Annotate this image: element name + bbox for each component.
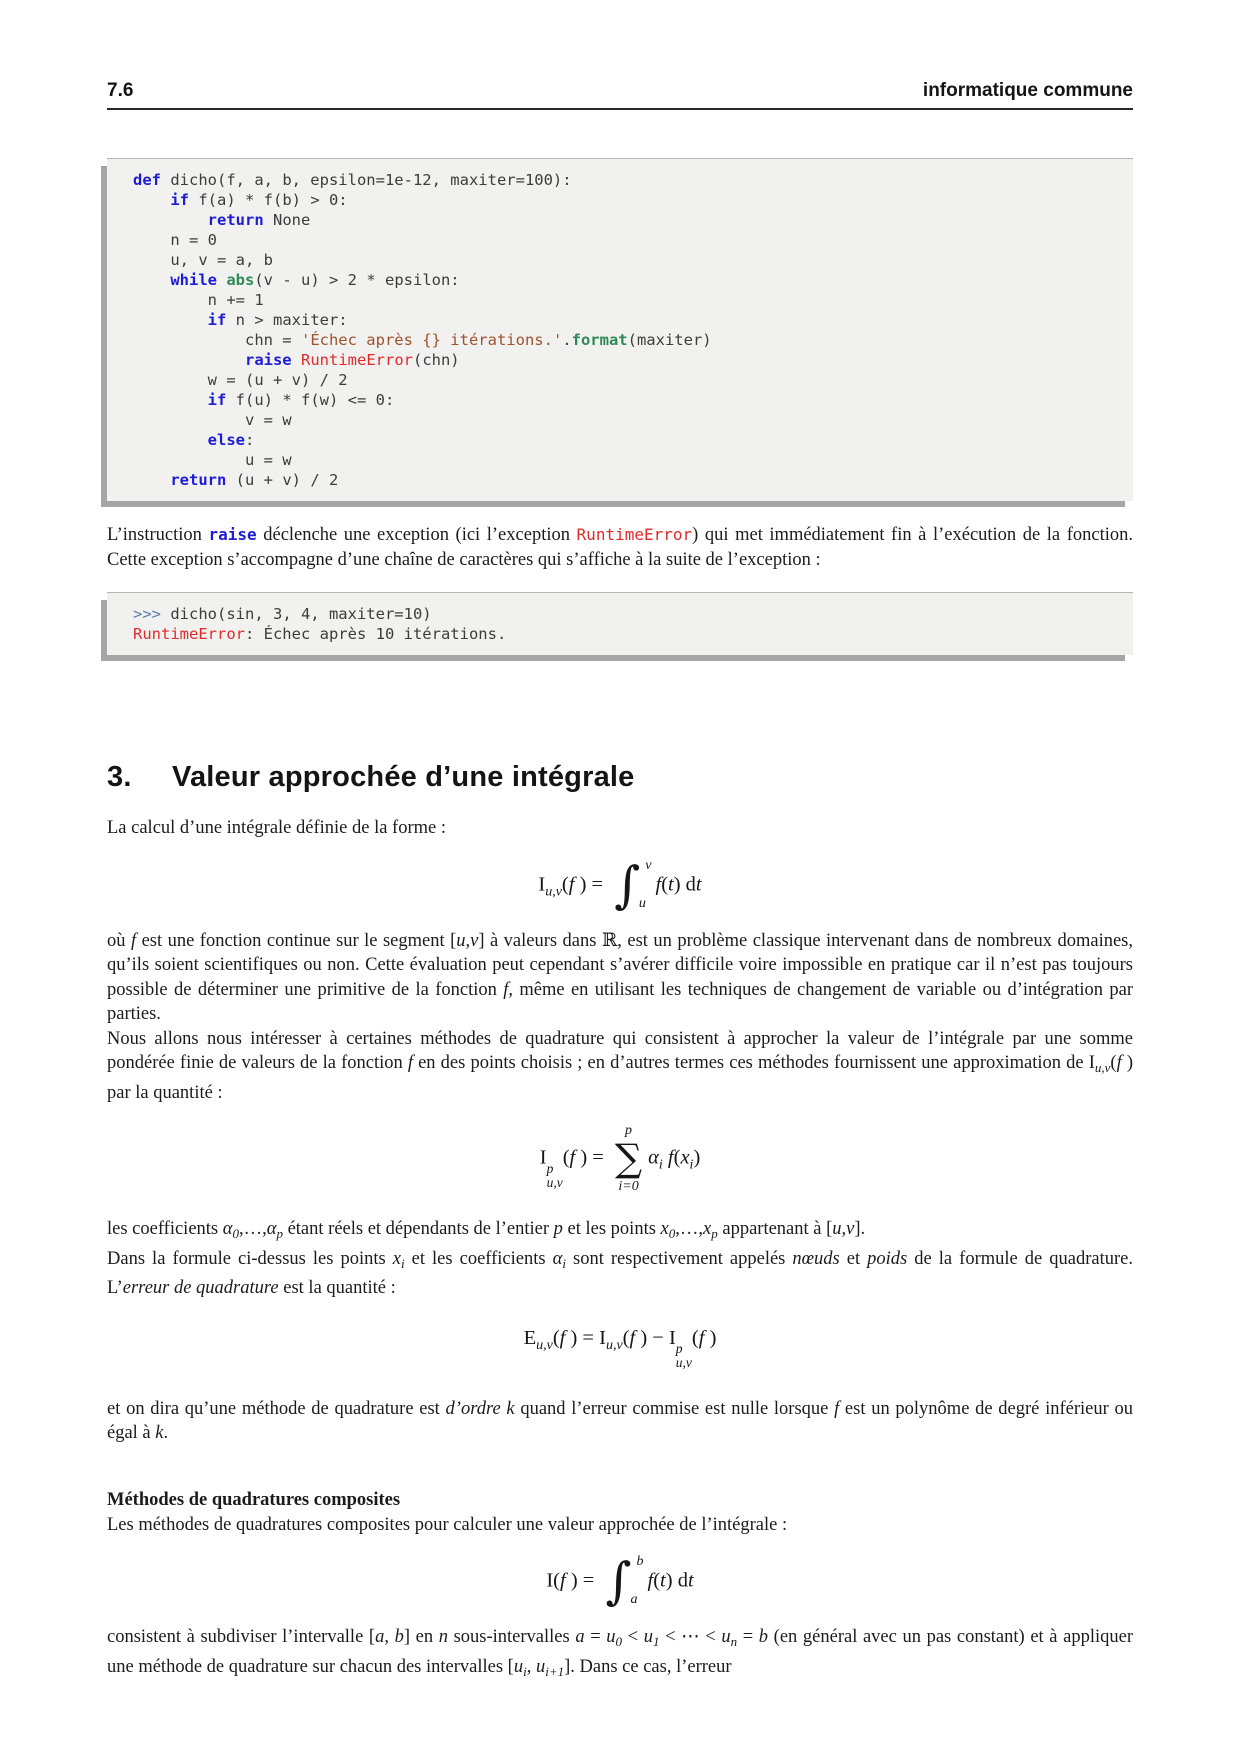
math-token: f xyxy=(655,873,662,896)
math-token: f xyxy=(559,1569,566,1592)
math-token: t xyxy=(687,1569,694,1592)
paragraph-coefficients: les coefficients $\alpha_0,\dots,\alpha_p$ étant réels et dépendants de l’entier p et les points $x_0,\dots,x_p$ appartenant à [u,v]. xyxy=(107,1219,866,1242)
math-token: i xyxy=(689,1157,694,1173)
math-token: ( xyxy=(653,1569,661,1592)
math-token: ) = xyxy=(574,873,609,896)
math-token: i xyxy=(658,1157,663,1173)
math-token: ) = xyxy=(575,1146,609,1169)
code-line: return (u + v) / 2 xyxy=(170,471,339,489)
math-token: ( xyxy=(622,1326,630,1349)
code-line: while abs(v - u) > 2 * epsilon: xyxy=(170,271,460,289)
code-line: if f(u) * f(w) <= 0: xyxy=(207,391,395,409)
math-token: I xyxy=(539,1146,547,1169)
document-page xyxy=(107,0,1133,1684)
math-token: t xyxy=(660,1569,666,1592)
math-token: I xyxy=(538,873,546,896)
math-token: f xyxy=(569,1146,576,1169)
formula-composite-integral xyxy=(107,1553,1133,1611)
python-code-block xyxy=(107,158,1133,501)
code-line: else: xyxy=(207,431,255,449)
math-token: u,v xyxy=(536,1337,553,1353)
math-token: f xyxy=(662,1146,674,1169)
math-token: ( xyxy=(562,1146,570,1169)
paragraph-ordre: et on dira qu’une méthode de quadrature est d’ordre k quand l’erreur commise est nulle lorsque f est un polynôme de degré inférieur ou égal à k. xyxy=(107,1398,1133,1444)
code-line: def dicho(f, a, b, epsilon=1e-12, maxiter=100): xyxy=(133,171,572,189)
subsection-heading: Méthodes de quadratures composites xyxy=(107,1489,401,1510)
math-token: ) xyxy=(704,1326,717,1349)
section-title: Valeur approchée d’une intégrale xyxy=(172,761,635,793)
integral-sign: ∫ v u xyxy=(614,855,652,914)
math-token: I( xyxy=(546,1569,560,1592)
page-header xyxy=(107,80,1133,110)
math-token: ) − I xyxy=(635,1326,676,1349)
math-token: ) = xyxy=(565,1569,600,1592)
code-line: RuntimeError: Échec après 10 itérations. xyxy=(133,625,507,643)
code-line: v = w xyxy=(133,411,292,429)
paragraph-raise-explanation: L’instruction raise déclenche une exception (ici l’exception RuntimeError) qui met immédiatement fin à l’exécution de la fonction. Cette exception s’accompagne d’une chaîne de caractères qui s’affiche à la suite de l’exception : xyxy=(107,525,1133,570)
math-token: t xyxy=(668,873,674,896)
formula-quadrature-sum xyxy=(107,1123,1133,1195)
math-token: f xyxy=(629,1326,636,1349)
paragraph-ou-f: où f est une fonction continue sur le segment [u,v] à valeurs dans ℝ, est un problème classique intervenant dans de nombreux domaines, qu’ils soient scientifiques ou non. Cette évaluation peut cependant s’avérer difficile voire impossible en pratique car il n’est pas toujours possible de déterminer une primitive de la fonction f, même en utilisant les techniques de changement de variable ou d’intégration par parties. xyxy=(107,930,1133,1024)
math-token: ( xyxy=(552,1326,560,1349)
paragraph-consistent: consistent à subdiviser l’intervalle [a, b] en n sous-intervalles $a = u_0 < u_1$ < ⋯ < $u_n = b$ (en général avec un pas constant) et à appliquer une méthode de quadrature sur chacun des intervalles [$u_i$, $u_{i+1}$]. Dans ce cas, l’erreur xyxy=(107,1627,1133,1679)
formula-integral-definition xyxy=(107,857,1133,915)
header-course-title: informatique commune xyxy=(922,80,1133,101)
math-token: ( xyxy=(691,1326,699,1349)
paragraph-noeuds-poids: Dans la formule ci-dessus les points $x_i$ et les coefficients $\alpha_i$ sont respectivement appelés nœuds et poids de la formule de quadrature. L’erreur de quadrature est la quantité : xyxy=(107,1248,1133,1299)
math-token: x xyxy=(680,1146,690,1169)
code-line: n += 1 xyxy=(133,291,264,309)
math-token: f xyxy=(559,1326,566,1349)
math-token: ) xyxy=(693,1146,701,1169)
code-line: if n > maxiter: xyxy=(207,311,348,329)
code-line: >>> dicho(sin, 3, 4, maxiter=10) xyxy=(133,605,432,623)
console-output-block xyxy=(107,592,1133,655)
sub-sup-stack: p u,v xyxy=(546,1160,563,1191)
code-line: u, v = a, b xyxy=(133,251,273,269)
math-token: f xyxy=(698,1326,705,1349)
sub-sup-stack: p u,v xyxy=(675,1340,692,1371)
math-token: t xyxy=(695,873,702,896)
code-line: w = (u + v) / 2 xyxy=(133,371,348,389)
math-token: f xyxy=(647,1569,654,1592)
header-section-number: 7.6 xyxy=(107,80,134,101)
formula-quadrature-error xyxy=(107,1327,1133,1371)
code-line: n = 0 xyxy=(133,231,217,249)
math-token: ) d xyxy=(673,873,696,896)
math-token: ) d xyxy=(665,1569,688,1592)
math-token: α xyxy=(648,1146,659,1169)
code-line: if f(a) * f(b) > 0: xyxy=(170,191,348,209)
integral-sign: ∫ b a xyxy=(605,1552,644,1611)
code-line: return None xyxy=(207,211,311,229)
code-line: u = w xyxy=(133,451,292,469)
paragraph-composites: Les méthodes de quadratures composites pour calculer une valeur approchée de l’intégrale : xyxy=(107,1514,788,1535)
sum-sign: p ∑ i=0 xyxy=(614,1123,643,1194)
paragraph-intro: La calcul d’une intégrale définie de la forme : xyxy=(107,818,446,838)
math-token: ( xyxy=(561,873,569,896)
section-number: 3. xyxy=(107,761,132,793)
math-token: ( xyxy=(661,873,669,896)
math-token: E xyxy=(523,1326,537,1349)
math-token: f xyxy=(568,873,575,896)
paragraph-nous-allons: Nous allons nous intéresser à certaines méthodes de quadrature qui consistent à approcher la valeur de l’intégrale par une somme pondérée finie de valeurs de la fonction f en des points choisis ; en d’autres termes ces méthodes fournissent une approximation de $I_{u,v}(f$ ) par la quantité : xyxy=(107,1028,1133,1103)
math-token: ( xyxy=(673,1146,681,1169)
math-token: ) = I xyxy=(565,1326,606,1349)
math-token: u,v xyxy=(605,1337,623,1353)
code-line: chn = 'Échec après {} itérations.'.format(maxiter) xyxy=(133,331,712,349)
math-token: u,v xyxy=(545,884,562,900)
section-heading xyxy=(107,761,1133,794)
code-line: raise RuntimeError(chn) xyxy=(244,351,460,369)
